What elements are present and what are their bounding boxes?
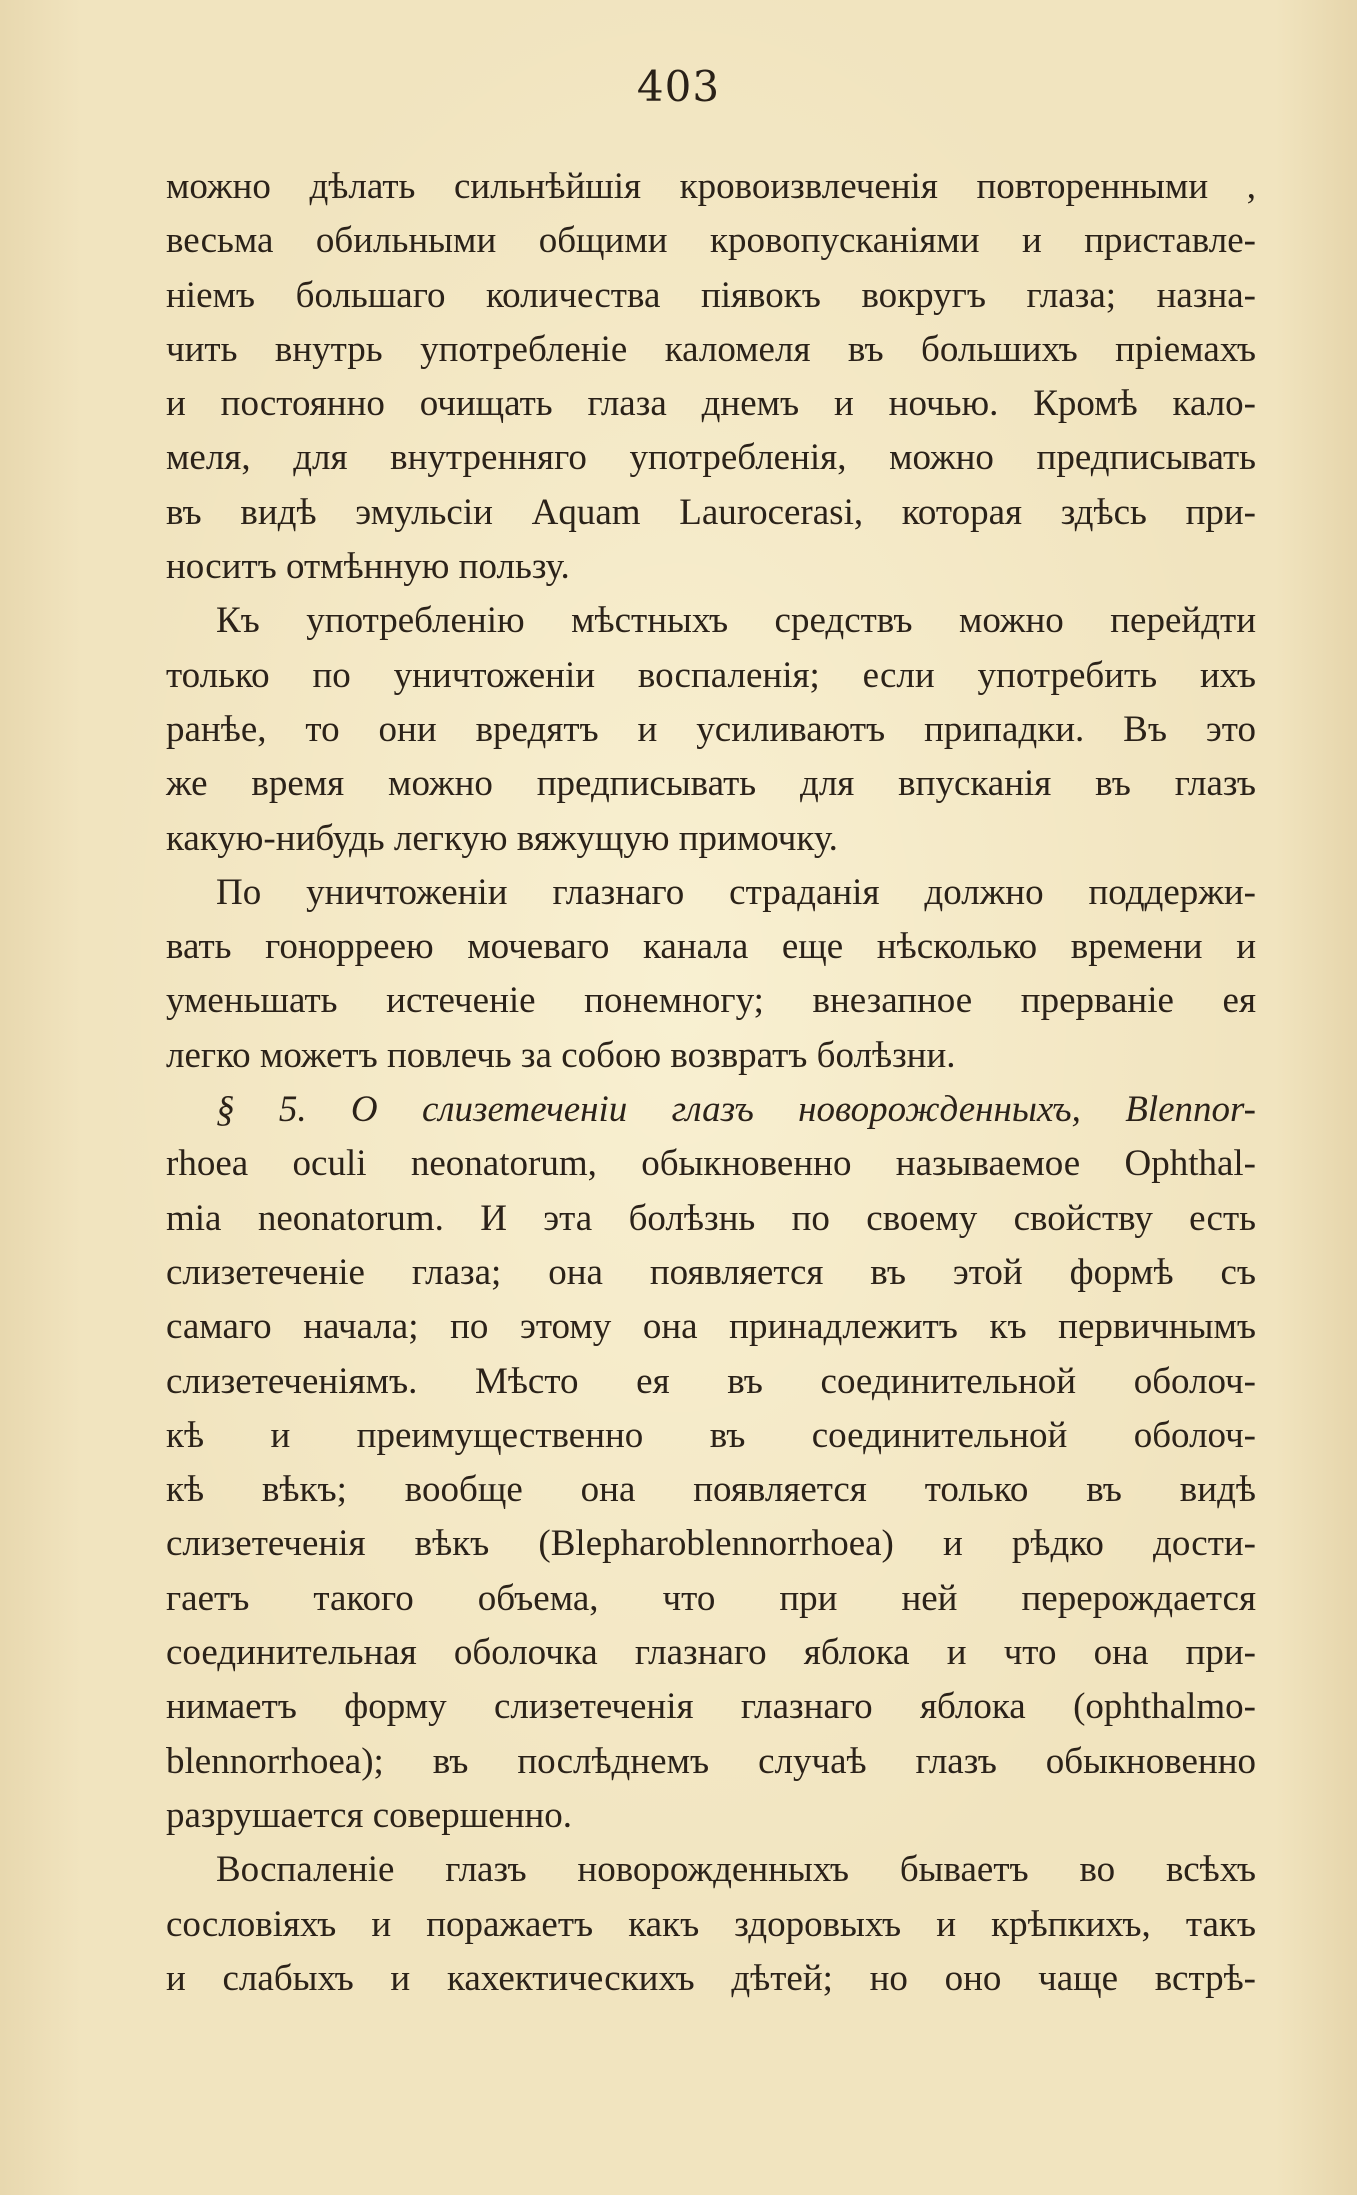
text-line: вать гонорреею мочеваго канала еще нѣсколько времени и bbox=[166, 926, 1256, 968]
text-line: носитъ отмѣнную пользу. bbox=[166, 546, 570, 588]
page-number: 403 bbox=[636, 62, 721, 111]
section-heading-line: § 5. О слизетеченіи глазъ новорожденныхъ, Blennor- bbox=[216, 1089, 1256, 1131]
text-line: rhoea oculi neonatorum, обыкновенно называемое Ophthal- bbox=[166, 1143, 1256, 1185]
text-line: чить внутрь употребленіе каломеля въ большихъ пріемахъ bbox=[166, 328, 1256, 370]
text-line: blennorrhoea); въ послѣднемъ случаѣ глазъ обыкновенно bbox=[166, 1740, 1256, 1782]
text-line: разрушается совершенно. bbox=[166, 1794, 573, 1836]
body-text bbox=[166, 160, 1256, 2006]
text-line: слизетеченія вѣкъ (Blepharoblennorrhoea) и рѣдко дости- bbox=[166, 1523, 1256, 1565]
text-line: По уничтоженіи глазнаго страданія должно поддержи- bbox=[216, 871, 1256, 913]
text-line: и постоянно очищать глаза днемъ и ночью. Кромѣ кало- bbox=[166, 383, 1256, 425]
text-line: кѣ вѣкъ; вообще она появляется только въ видѣ bbox=[166, 1469, 1256, 1511]
text-line: только по уничтоженіи воспаленія; если употребить ихъ bbox=[166, 654, 1256, 696]
text-line: соединительная оболочка глазнаго яблока и что она при- bbox=[166, 1632, 1256, 1674]
text-line: слизетеченіе глаза; она появляется въ этой формѣ съ bbox=[166, 1251, 1256, 1293]
text-line: ранѣе, то они вредятъ и усиливаютъ припадки. Въ это bbox=[166, 708, 1256, 750]
text-line: Воспаленіе глазъ новорожденныхъ бываетъ во всѣхъ bbox=[216, 1849, 1256, 1891]
text-line: легко можетъ повлечь за собою возвратъ болѣзни. bbox=[166, 1034, 956, 1076]
text-line: слизетеченіямъ. Мѣсто ея въ соединительной оболоч- bbox=[166, 1360, 1256, 1402]
text-line: въ видѣ эмульсіи Aquam Laurocerasi, которая здѣсь при- bbox=[166, 491, 1256, 533]
text-line: гаетъ такого объема, что при ней перерождается bbox=[166, 1577, 1256, 1619]
text-line: уменьшать истеченіе понемногу; внезапное прерваніе ея bbox=[166, 980, 1256, 1022]
text-line: mia neonatorum. И эта болѣзнь по своему свойству есть bbox=[166, 1197, 1256, 1239]
text-line: нимаетъ форму слизетеченія глазнаго яблока (ophthalmo- bbox=[166, 1686, 1256, 1728]
text-line: ніемъ большаго количества піявокъ вокругъ глаза; назна- bbox=[166, 274, 1256, 316]
text-line: же время можно предписывать для впусканія въ глазъ bbox=[166, 763, 1256, 805]
text-line: можно дѣлать сильнѣйшія кровоизвлеченія повторенными , bbox=[166, 166, 1256, 207]
text-line: кѣ и преимущественно въ соединительной оболоч- bbox=[166, 1414, 1256, 1456]
text-line: и слабыхъ и кахектическихъ дѣтей; но оно чаще встрѣ- bbox=[166, 1957, 1256, 1999]
text-line: сословіяхъ и поражаетъ какъ здоровыхъ и крѣпкихъ, такъ bbox=[166, 1903, 1256, 1945]
text-line: меля, для внутренняго употребленія, можно предписывать bbox=[166, 437, 1256, 479]
text-line: Къ употребленію мѣстныхъ средствъ можно перейдти bbox=[216, 600, 1256, 642]
text-line: какую-нибудь легкую вяжущую примочку. bbox=[166, 817, 838, 859]
text-line: самаго начала; по этому она принадлежитъ къ первичнымъ bbox=[166, 1306, 1256, 1348]
text-line: весьма обильными общими кровопусканіями и приставле- bbox=[166, 220, 1256, 262]
